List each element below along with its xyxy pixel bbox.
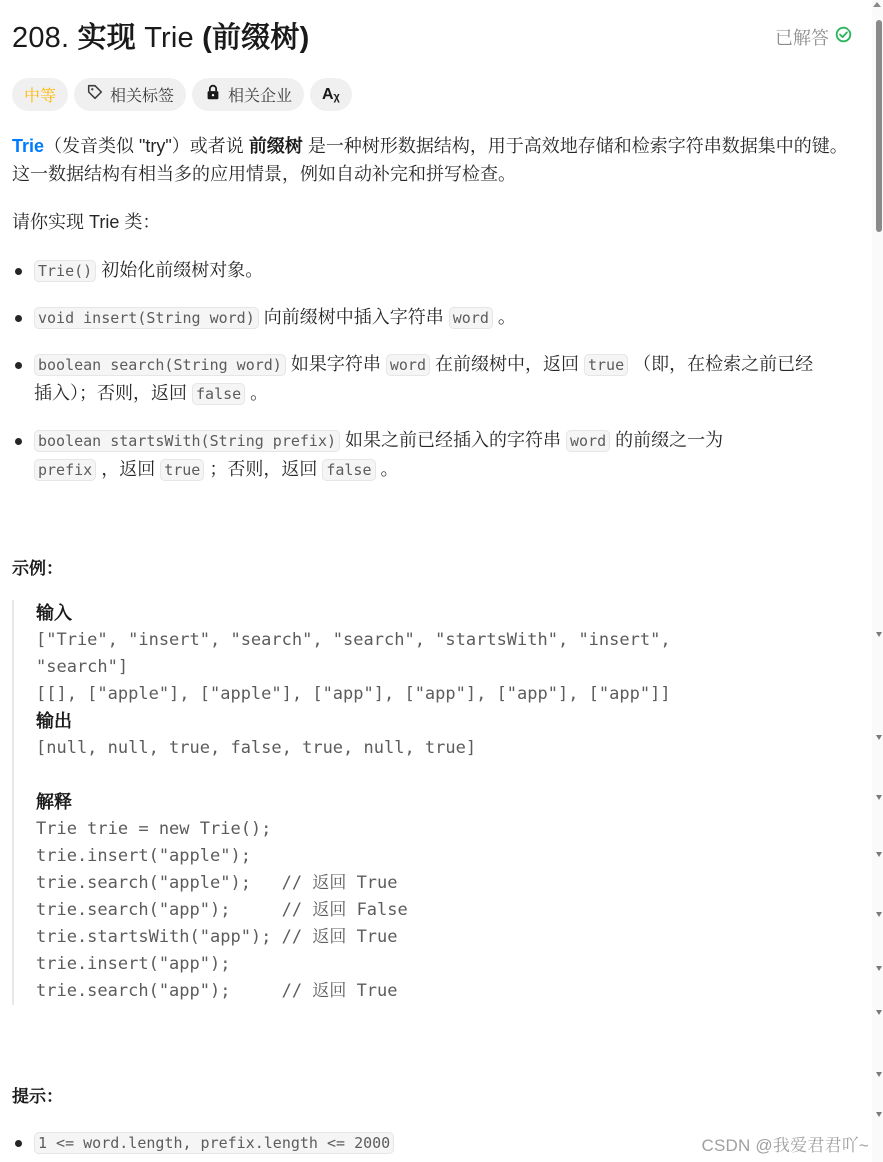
tag-bar: [12, 78, 352, 111]
output-label: 输出: [36, 711, 72, 731]
translate-button[interactable]: [310, 78, 352, 111]
hints-heading: 提示：: [12, 1087, 63, 1106]
output-line: [null, null, true, false, true, null, true]: [36, 738, 477, 758]
fold-marker-icon: [876, 795, 882, 800]
fold-marker-icon: [876, 1072, 882, 1077]
example-heading: 示例：: [12, 559, 63, 578]
hint-item: 1 <= word.length, prefix.length <= 2000: [12, 1128, 394, 1157]
intro-paragraph: Trie（发音类似 "try"）或者说 前缀树 是一种树形数据结构，用于高效地存储和检索字符串数据集中的键。这一数据结构有相当多的应用情景，例如自动补完和拼写检查。: [12, 136, 848, 184]
input-line: [[], ["apple"], ["apple"], ["app"], ["app"], ["app"], ["app"]]: [36, 684, 671, 704]
explain-line: trie.search("app"); // 返回 False: [36, 900, 408, 920]
title-row: [12, 16, 852, 60]
watermark: CSDN @我爱君君吖~: [701, 1136, 869, 1155]
lock-icon: [204, 83, 222, 106]
translate-icon: Aᵪ: [322, 85, 340, 103]
explain-line: trie.search("apple"); // 返回 True: [36, 873, 398, 893]
explain-line: trie.insert("apple");: [36, 846, 251, 866]
problem-title: 208. 实现 Trie (前缀树): [12, 22, 310, 54]
method-item: boolean search(String word) 如果字符串 word 在前缀树中，返回 true （即，在检索之前已经插入）；否则，返回 false 。: [12, 350, 822, 408]
scrollbar-thumb[interactable]: [876, 20, 882, 232]
fold-marker-icon: [876, 632, 882, 637]
scroll-up-arrow-icon[interactable]: [873, 2, 881, 7]
related-companies-button[interactable]: 相关企业: [192, 78, 304, 111]
explain-line: trie.insert("app");: [36, 954, 231, 974]
input-label: 输入: [36, 603, 72, 623]
solved-label: 已解答: [775, 28, 829, 48]
fold-marker-icon: [876, 912, 882, 917]
check-circle-icon: [835, 26, 852, 48]
method-item: Trie() 初始化前缀树对象。: [12, 256, 862, 285]
fold-marker-icon: [876, 735, 882, 740]
related-topics-button[interactable]: 相关标签: [74, 78, 186, 111]
input-line: "search"]: [36, 657, 129, 677]
fold-marker-icon: [876, 852, 882, 857]
method-list: [12, 256, 862, 484]
explain-line: trie.startsWith("app"); // 返回 True: [36, 927, 398, 947]
hints-list: [12, 1128, 394, 1157]
explain-line: Trie trie = new Trie();: [36, 819, 272, 839]
fold-marker-icon: [876, 1112, 882, 1117]
fold-marker-icon: [876, 1010, 882, 1015]
method-item: boolean startsWith(String prefix) 如果之前已经插入的字符串 word 的前缀之一为 prefix ，返回 true ；否则，返回 false 。: [12, 426, 772, 484]
fold-marker-icon: [876, 966, 882, 971]
implement-prompt: 请你实现 Trie 类：: [12, 212, 161, 232]
explain-line: trie.search("app"); // 返回 True: [36, 981, 398, 1001]
trie-link[interactable]: Trie: [12, 136, 45, 156]
solved-status: [775, 24, 852, 50]
input-line: ["Trie", "insert", "search", "search", "startsWith", "insert",: [36, 630, 671, 650]
scrollbar-track[interactable]: [872, 0, 883, 1162]
method-item: void insert(String word) 向前缀树中插入字符串 word 。: [12, 303, 862, 332]
explain-label: 解释: [36, 792, 72, 812]
example-block: [12, 600, 862, 1005]
problem-content: [12, 132, 862, 484]
tag-icon: [86, 83, 104, 106]
problem-number: 208.: [12, 22, 70, 54]
difficulty-badge: 中等: [12, 78, 68, 111]
